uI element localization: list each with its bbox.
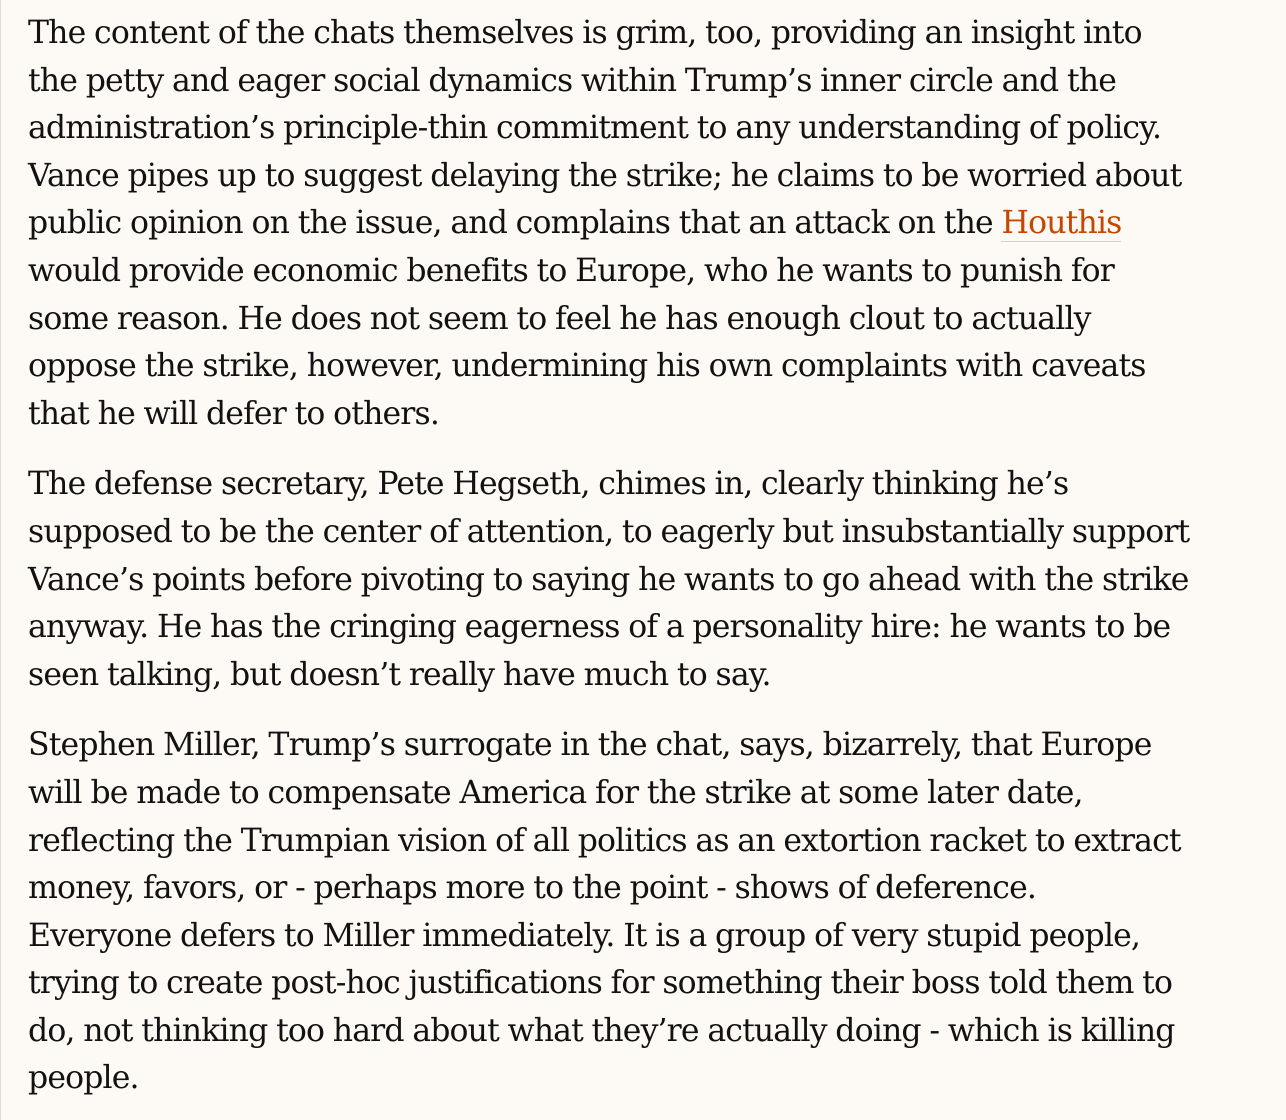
text-segment: Vance’s points before pivoting to saying he wants to go ahead with the strike [28,561,1189,598]
paragraph-line [28,913,1266,961]
text-segment: public opinion on the issue, and complains that an attack on the [28,205,1002,242]
article-paragraph-2 [28,461,1266,699]
paragraph-line [28,296,1266,344]
inline-link-houthis[interactable]: Houthis [1001,205,1122,242]
paragraph-line [28,58,1266,106]
text-segment: will be made to compensate America for the strike at some later date, [28,774,1083,811]
paragraph-line [28,770,1266,818]
paragraph-line [28,818,1266,866]
paragraph-line [28,105,1266,153]
paragraph-line [28,391,1266,439]
text-segment: some reason. He does not seem to feel he has enough clout to actually [28,300,1091,337]
paragraph-line [28,652,1266,700]
text-segment: the petty and eager social dynamics within Trump’s inner circle and the [28,62,1117,99]
text-segment: Stephen Miller, Trump’s surrogate in the chat, says, bizarrely, that Europe [28,727,1152,764]
paragraph-line [28,509,1266,557]
article-paragraph-3 [28,722,1266,1103]
text-segment: supposed to be the center of attention, to eagerly but insubstantially support [28,513,1190,550]
text-segment: administration’s principle-thin commitment to any understanding of policy. [28,110,1162,147]
text-segment: trying to create post-hoc justifications for something their boss told them to [28,965,1173,1002]
text-segment: do, not thinking too hard about what they’re actually doing - which is killing [28,1012,1175,1049]
paragraph-line [28,461,1266,509]
text-segment: reflecting the Trumpian vision of all politics as an extortion racket to extract [28,822,1181,859]
paragraph-line [28,865,1266,913]
paragraph-line [28,1055,1266,1103]
paragraph-line [28,1008,1266,1056]
text-segment: seen talking, but doesn’t really have much to say. [28,656,771,693]
paragraph-line [28,604,1266,652]
paragraph-line [28,722,1266,770]
text-segment: that he will defer to others. [28,395,439,432]
paragraph-line [28,343,1266,391]
text-segment: would provide economic benefits to Europe, who he wants to punish for [28,252,1115,289]
paragraph-line [28,248,1266,296]
text-segment: oppose the strike, however, undermining his own complaints with caveats [28,348,1146,385]
text-segment: Vance pipes up to suggest delaying the strike; he claims to be worried about [28,157,1182,194]
text-segment: money, favors, or - perhaps more to the point - shows of deference. [28,870,1037,907]
paragraph-line [28,960,1266,1008]
paragraph-line [28,200,1266,248]
text-segment: Everyone defers to Miller immediately. It is a group of very stupid people, [28,917,1141,954]
text-segment: The content of the chats themselves is grim, too, providing an insight into [28,15,1142,51]
text-segment: people. [28,1060,139,1097]
article-paragraph-1 [28,10,1266,438]
text-segment: The defense secretary, Pete Hegseth, chimes in, clearly thinking he’s [28,466,1069,503]
paragraph-line [28,153,1266,201]
text-segment: anyway. He has the cringing eagerness of a personality hire: he wants to be [28,609,1171,646]
paragraph-line [28,10,1266,58]
paragraph-line [28,557,1266,605]
